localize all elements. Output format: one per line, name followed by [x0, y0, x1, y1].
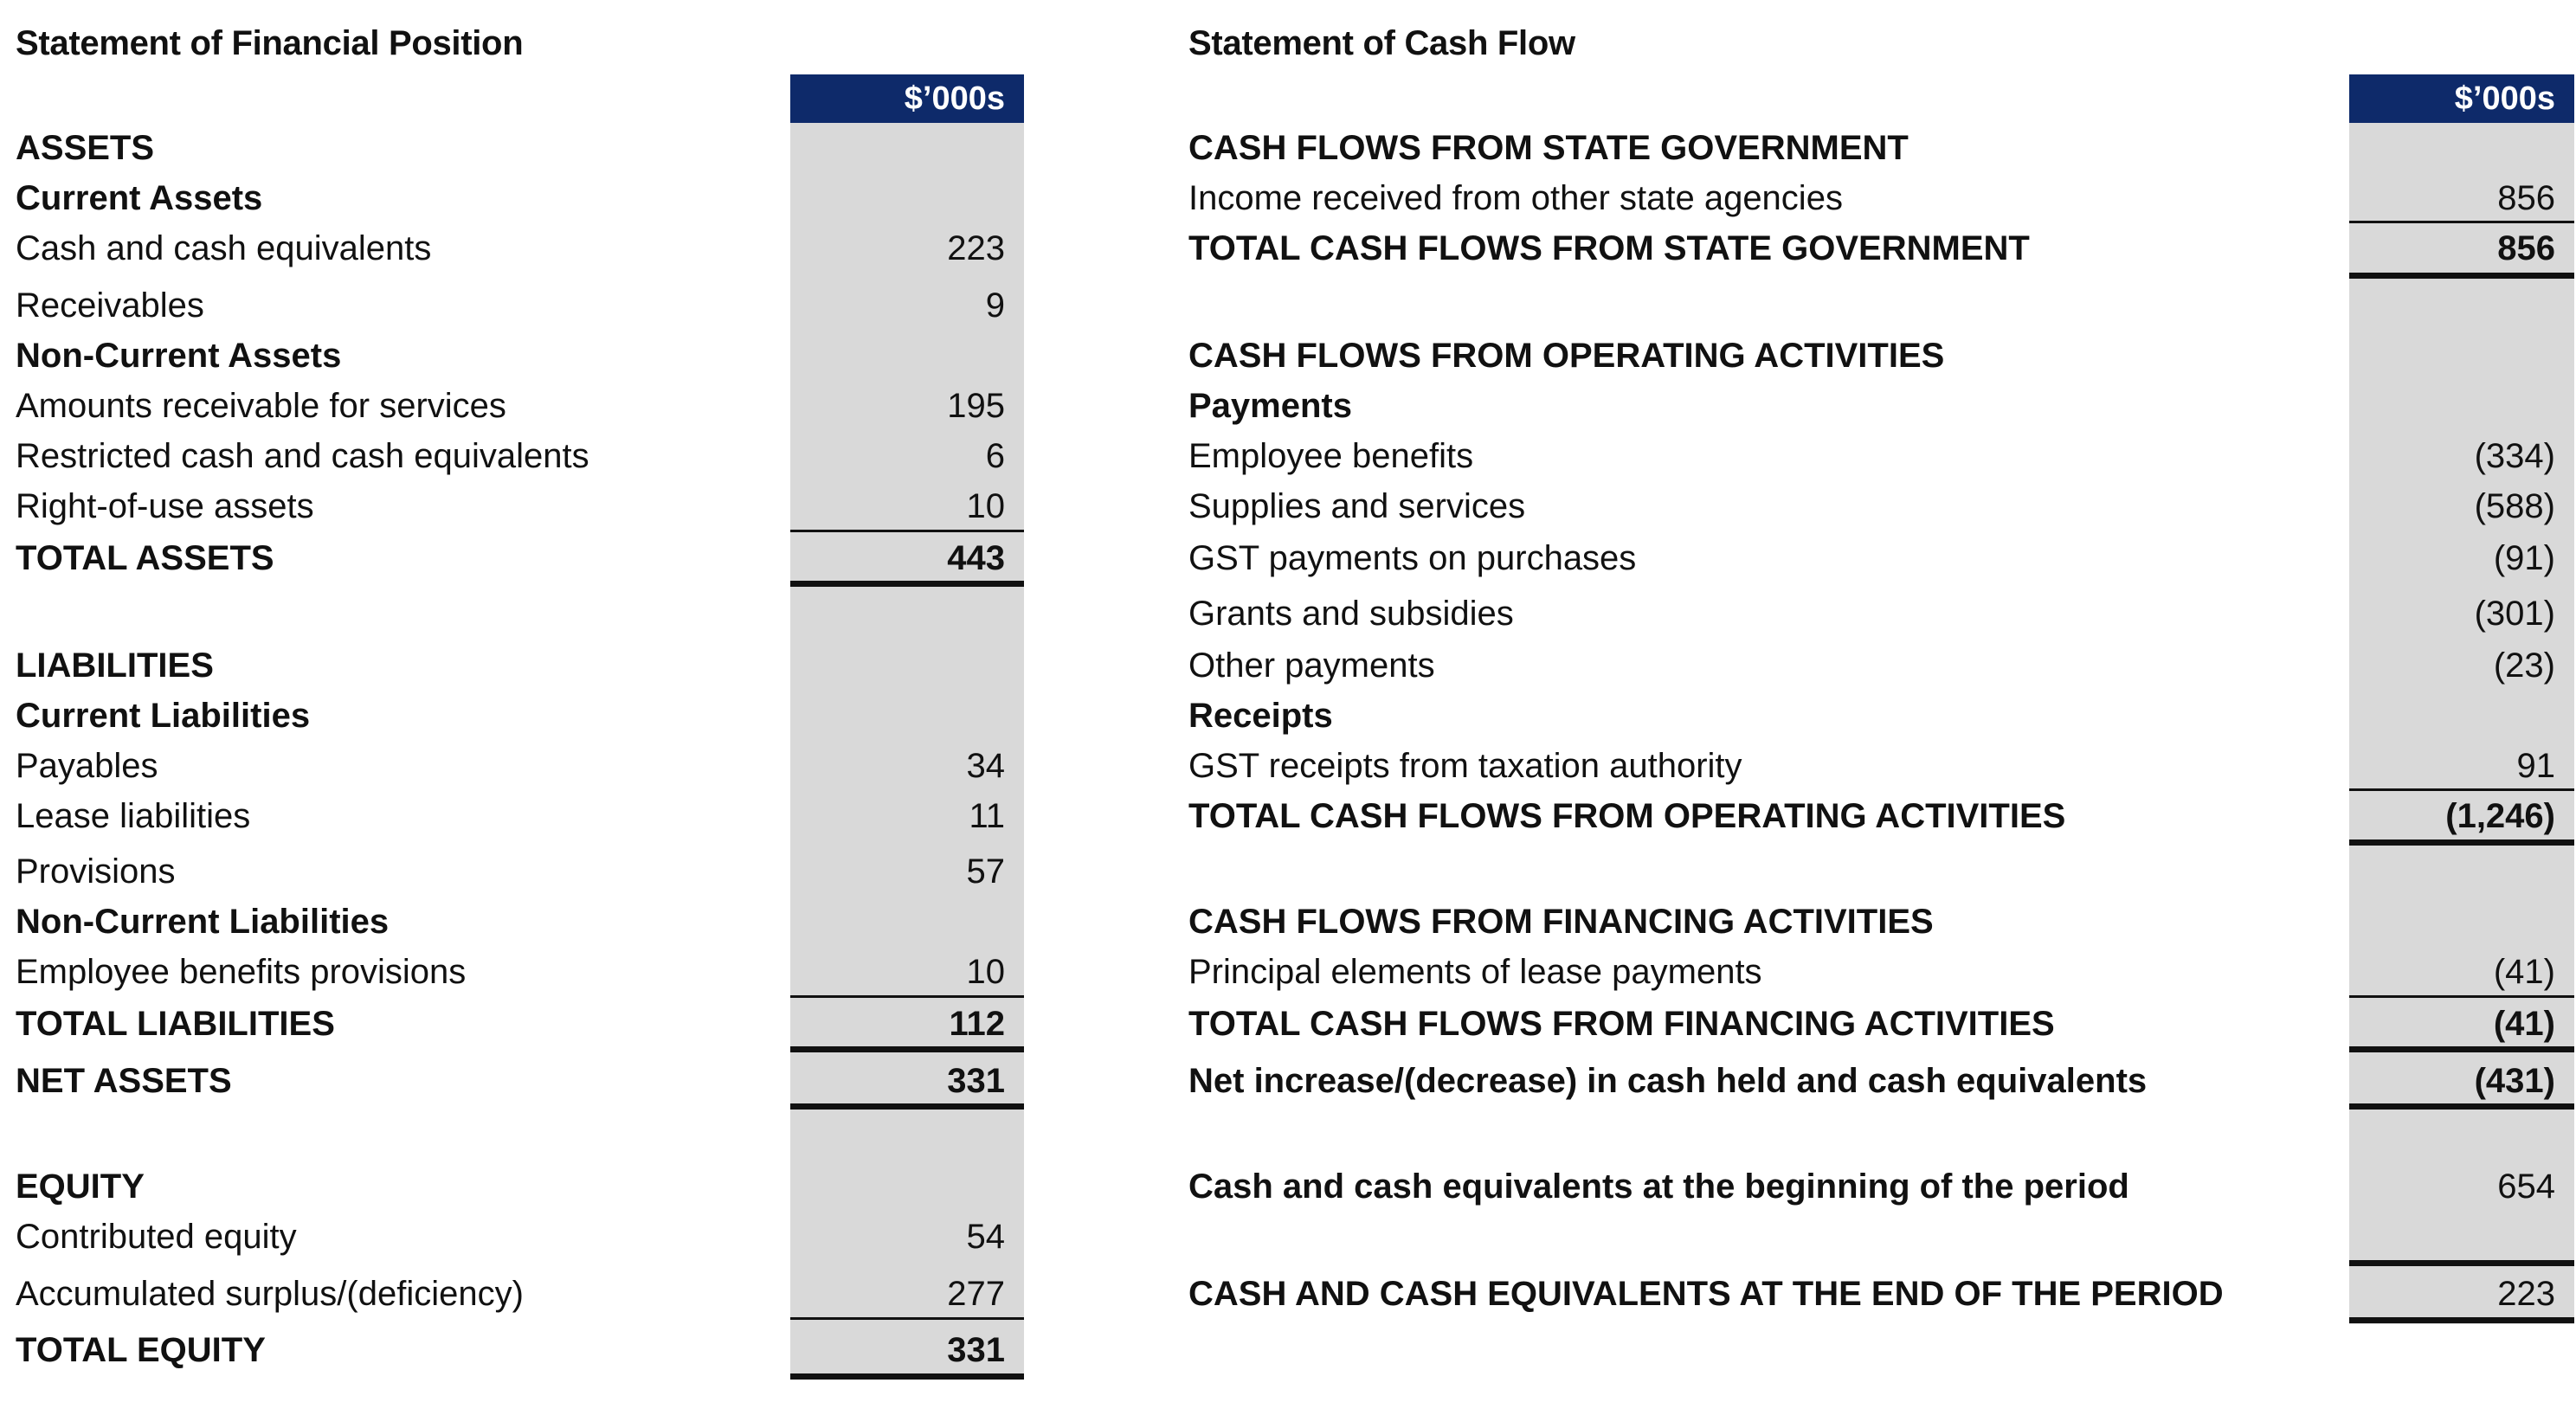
financial-position-statement — [0, 0, 1039, 1428]
total-liabilities-top-rule — [790, 995, 1024, 998]
row-label: GST payments on purchases — [1188, 539, 1637, 577]
row-value: 223 — [2497, 1275, 2555, 1313]
row-label: TOTAL ASSETS — [16, 539, 274, 577]
row-label: CASH AND CASH EQUIVALENTS AT THE END OF THE PERIOD — [1188, 1275, 2224, 1313]
total-assets-top-rule — [790, 530, 1024, 532]
row-label: Non-Current Assets — [16, 337, 342, 375]
row-value: 856 — [2497, 229, 2555, 267]
row-value: 112 — [949, 1005, 1005, 1043]
row-value: 54 — [966, 1218, 1005, 1256]
total-equity-top-rule — [790, 1317, 1024, 1320]
row-value: 10 — [966, 487, 1005, 525]
total-equity-bottom-rule — [790, 1373, 1024, 1380]
row-value: 223 — [947, 229, 1005, 267]
row-label: Right-of-use assets — [16, 487, 314, 525]
financial-position-title: Statement of Financial Position — [16, 24, 524, 62]
total-financing-top-rule — [2349, 995, 2574, 998]
row-label: Income received from other state agencies — [1188, 179, 1843, 217]
row-label: Restricted cash and cash equivalents — [16, 437, 589, 475]
row-value: 654 — [2497, 1167, 2555, 1206]
row-value: 443 — [947, 539, 1005, 577]
total-state-govt-bottom-rule — [2349, 273, 2574, 279]
cash-flow-amount-column — [2349, 123, 2574, 1324]
row-label: LIABILITIES — [16, 646, 214, 685]
row-label: TOTAL EQUITY — [16, 1331, 266, 1369]
row-label: Grants and subsidies — [1188, 595, 1514, 633]
row-label: Other payments — [1188, 646, 1435, 685]
cash-flow-statement — [1160, 0, 2576, 1428]
row-value: 9 — [985, 286, 1005, 325]
row-label: Lease liabilities — [16, 797, 251, 835]
row-label: GST receipts from taxation authority — [1188, 747, 1742, 785]
row-label: Provisions — [16, 852, 176, 891]
row-label: Current Assets — [16, 179, 263, 217]
row-value: 91 — [2516, 747, 2555, 785]
row-label: Current Liabilities — [16, 697, 311, 735]
row-label: Amounts receivable for services — [16, 387, 506, 425]
row-label: EQUITY — [16, 1167, 145, 1206]
row-label: Receipts — [1188, 697, 1333, 735]
row-label: CASH FLOWS FROM OPERATING ACTIVITIES — [1188, 337, 1945, 375]
row-label: Payables — [16, 747, 158, 785]
row-label: TOTAL CASH FLOWS FROM FINANCING ACTIVITIES — [1188, 1005, 2055, 1043]
row-label: Supplies and services — [1188, 487, 1526, 525]
cash-end-bottom-rule — [2349, 1317, 2574, 1323]
cash-flow-column-header: $’000s — [2349, 74, 2574, 123]
row-label: TOTAL CASH FLOWS FROM OPERATING ACTIVITIES — [1188, 797, 2066, 835]
row-label: CASH FLOWS FROM STATE GOVERNMENT — [1188, 129, 1909, 167]
total-assets-bottom-rule — [790, 581, 1024, 587]
row-label: Accumulated surplus/(deficiency) — [16, 1275, 524, 1313]
cash-flow-title: Statement of Cash Flow — [1188, 24, 1575, 62]
row-label: Net increase/(decrease) in cash held and cash equivalents — [1188, 1062, 2148, 1100]
row-label: Payments — [1188, 387, 1352, 425]
row-label: Cash and cash equivalents — [16, 229, 432, 267]
row-value: 331 — [947, 1062, 1005, 1100]
row-value: (23) — [2493, 646, 2555, 685]
row-value: 11 — [969, 797, 1005, 835]
row-value: 57 — [966, 852, 1005, 891]
row-value: (301) — [2474, 595, 2555, 633]
cash-end-top-rule — [2349, 1260, 2574, 1266]
row-value: (41) — [2493, 953, 2555, 991]
row-value: 331 — [947, 1331, 1005, 1369]
row-label: TOTAL CASH FLOWS FROM STATE GOVERNMENT — [1188, 229, 2030, 267]
row-value: 195 — [947, 387, 1005, 425]
total-financing-bottom-rule — [2349, 1046, 2574, 1052]
row-value: (334) — [2474, 437, 2555, 475]
total-liabilities-bottom-rule — [790, 1046, 1024, 1052]
row-label: Contributed equity — [16, 1218, 297, 1256]
row-label: Non-Current Liabilities — [16, 903, 390, 941]
row-value: 277 — [947, 1275, 1005, 1313]
row-label: Cash and cash equivalents at the beginning of the period — [1188, 1167, 2129, 1206]
row-label: TOTAL LIABILITIES — [16, 1005, 335, 1043]
row-label: CASH FLOWS FROM FINANCING ACTIVITIES — [1188, 903, 1934, 941]
row-label: Principal elements of lease payments — [1188, 953, 1762, 991]
total-operating-bottom-rule — [2349, 839, 2574, 846]
row-label: Employee benefits — [1188, 437, 1474, 475]
financial-position-column-header: $’000s — [790, 74, 1024, 123]
row-value: (91) — [2493, 539, 2555, 577]
row-value: 6 — [985, 437, 1005, 475]
row-label: ASSETS — [16, 129, 155, 167]
net-increase-bottom-rule — [2349, 1103, 2574, 1110]
row-value: 856 — [2497, 179, 2555, 217]
row-label: NET ASSETS — [16, 1062, 232, 1100]
net-assets-bottom-rule — [790, 1103, 1024, 1110]
row-value: 10 — [966, 953, 1005, 991]
row-value: (41) — [2493, 1005, 2555, 1043]
row-value: (588) — [2474, 487, 2555, 525]
row-value: (431) — [2474, 1062, 2555, 1100]
row-value: (1,246) — [2445, 797, 2555, 835]
row-label: Receivables — [16, 286, 204, 325]
row-label: Employee benefits provisions — [16, 953, 467, 991]
row-value: 34 — [966, 747, 1005, 785]
